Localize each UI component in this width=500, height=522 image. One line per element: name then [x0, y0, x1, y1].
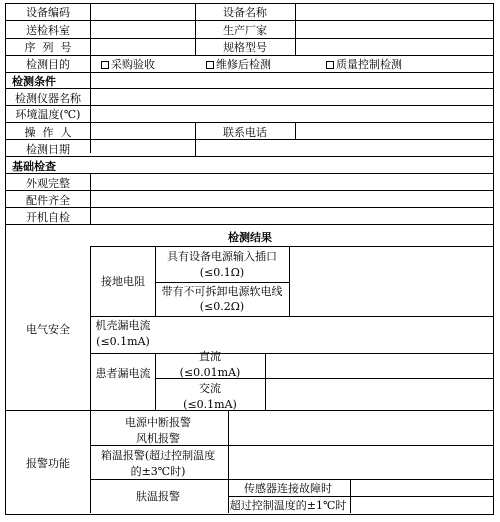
col-divider — [195, 3, 196, 55]
results-title: 检测结果 — [228, 231, 272, 244]
col-divider — [350, 479, 351, 513]
skin-over-temp-label: 超过控制温度的±1℃时 — [229, 499, 347, 512]
box-temp-alarm-label: 箱温报警(超过控制温度 — [100, 449, 216, 462]
ground-without-socket: 带有不可拆卸电源软电线 — [161, 285, 283, 298]
col-divider — [265, 353, 266, 410]
skin-temp-alarm-label: 肤温报警 — [136, 490, 180, 503]
patient-ac-label: 交流 — [199, 382, 221, 395]
ground-without-socket-limit: (≤0.2Ω) — [199, 300, 245, 313]
checkbox-icon[interactable] — [326, 61, 334, 69]
date-label: 检测日期 — [26, 143, 70, 156]
row-divider — [5, 20, 494, 21]
ground-with-socket: 具有设备电源输入插口 — [167, 250, 277, 263]
row-divider — [5, 224, 494, 225]
chassis-leakage-limit: (≤0.1mA) — [96, 335, 150, 348]
row-divider — [5, 55, 494, 56]
model-label: 规格型号 — [223, 41, 267, 54]
col-divider — [155, 353, 156, 410]
patient-ac-limit: (≤0.1mA) — [183, 398, 237, 411]
row-divider — [90, 246, 494, 247]
basic-item-accessories: 配件齐全 — [26, 194, 70, 207]
conditions-title: 检测条件 — [12, 75, 56, 88]
row-divider — [5, 156, 494, 157]
device-no-label: 设备编码 — [26, 6, 70, 19]
contact-label: 联系电话 — [223, 126, 267, 139]
temperature-label: 环境温度(℃) — [15, 108, 81, 121]
row-divider — [90, 479, 494, 480]
row-divider — [5, 72, 494, 73]
checkbox-icon[interactable] — [101, 61, 109, 69]
ground-resistance-label: 接地电阻 — [101, 275, 145, 288]
purpose-label: 检测目的 — [26, 58, 70, 71]
chassis-leakage-label: 机壳漏电流 — [95, 319, 151, 332]
alarm-label: 报警功能 — [26, 457, 70, 470]
device-name-label: 设备名称 — [223, 6, 267, 19]
col-divider — [289, 246, 290, 316]
row-divider — [5, 139, 494, 140]
basic-item-selftest: 开机自检 — [26, 211, 70, 224]
box-temp-alarm-condition: 的±3℃时) — [130, 465, 186, 478]
row-divider — [5, 38, 494, 39]
col-divider — [195, 122, 196, 156]
patient-leakage-label: 患者漏电流 — [95, 367, 151, 380]
purpose-option-qc[interactable]: 质量控制检测 — [326, 58, 402, 71]
row-divider — [5, 173, 494, 174]
row-divider — [228, 496, 494, 497]
col-divider — [155, 246, 156, 316]
checkbox-icon[interactable] — [206, 61, 214, 69]
purpose-option-repair[interactable]: 维修后检测 — [206, 58, 271, 71]
serial-label: 序 列 号 — [24, 41, 72, 54]
col-divider — [90, 3, 91, 153]
maker-label: 生产厂家 — [223, 24, 267, 37]
fan-alarm-label: 风机报警 — [136, 432, 180, 445]
basic-title: 基础检查 — [12, 160, 56, 173]
electrical-label: 电气安全 — [26, 323, 70, 336]
dept-label: 送检科室 — [26, 24, 70, 37]
col-divider — [228, 410, 229, 513]
skin-sensor-fault-label: 传感器连接故障时 — [244, 482, 332, 495]
row-divider — [5, 88, 494, 89]
power-alarm-label: 电源中断报警 — [125, 416, 191, 429]
patient-dc-label: 直流 — [199, 350, 221, 363]
col-divider — [90, 173, 91, 224]
ground-with-socket-limit: (≤0.1Ω) — [199, 266, 245, 279]
row-divider — [5, 190, 494, 191]
row-divider — [5, 105, 494, 106]
operator-label: 操 作 人 — [24, 126, 72, 139]
instrument-label: 检测仪器名称 — [15, 92, 81, 105]
row-divider — [5, 207, 494, 208]
row-divider — [155, 282, 289, 283]
col-divider — [295, 122, 296, 139]
row-divider — [90, 316, 494, 317]
row-divider — [5, 410, 494, 411]
row-divider — [90, 353, 494, 354]
col-divider — [295, 3, 296, 55]
col-divider — [90, 246, 91, 513]
purpose-option-purchase[interactable]: 采购验收 — [101, 58, 155, 71]
patient-dc-limit: (≤0.01mA) — [179, 366, 241, 379]
basic-item-appearance: 外观完整 — [26, 177, 70, 190]
row-divider — [5, 122, 494, 123]
row-divider — [90, 445, 494, 446]
